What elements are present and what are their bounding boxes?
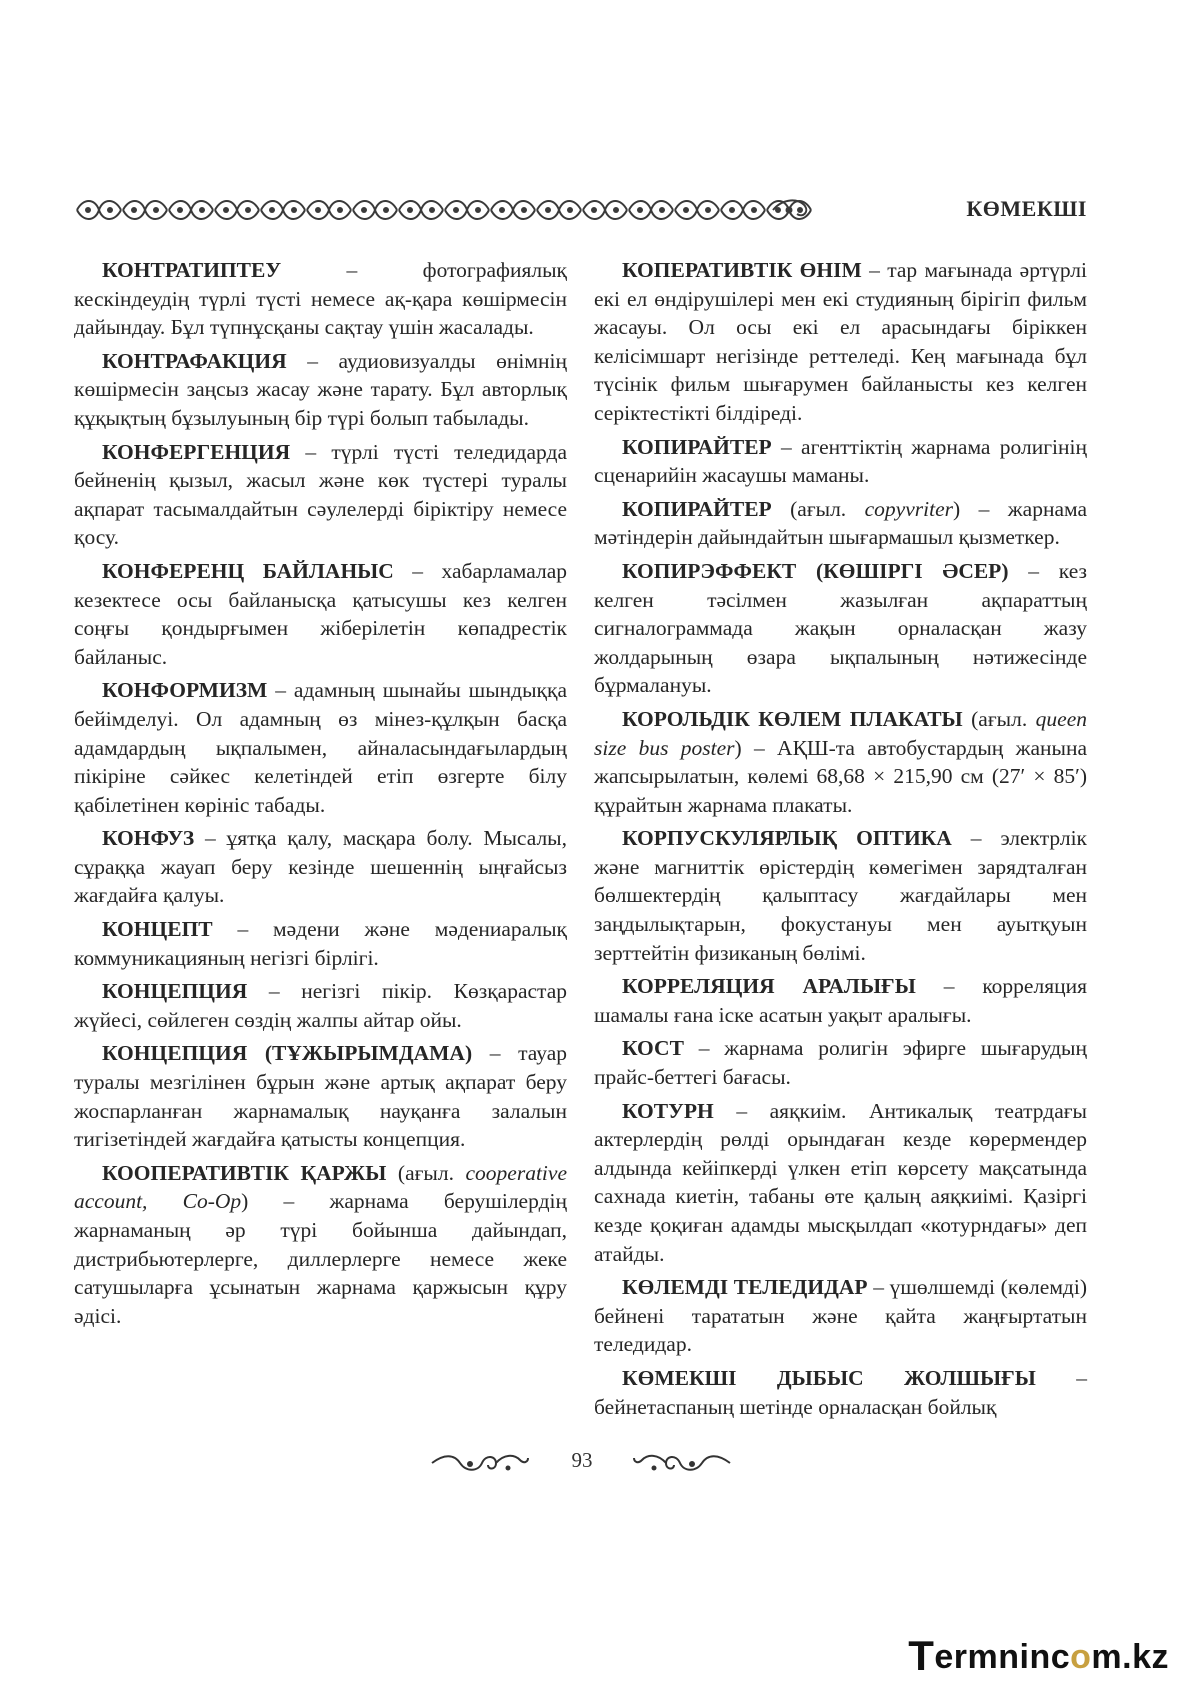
- entry-term: КОНЦЕПЦИЯ: [102, 979, 248, 1004]
- entry-term: КОНФУЗ: [102, 826, 195, 851]
- watermark-t: T: [908, 1632, 935, 1679]
- dictionary-entry: [594, 557, 1087, 700]
- entry-definition: – агенттіктің жарнама ролигінің сценарийін жасаушы маманы.: [594, 434, 1087, 488]
- header-ornament-band: [73, 196, 813, 224]
- entry-foreign-term: copyvriter: [864, 496, 953, 521]
- entry-definition: – тауар туралы мезгілінен бұрын және артық ақпарат беру жоспарланған жарнамалық науқанға залалын тигізетіндей жағдайға қатысты концепция.: [74, 1041, 567, 1152]
- entry-term: КОНФЕРЕНЦ БАЙЛАНЫС: [102, 558, 394, 583]
- entry-definition: – мәдени және мәдениаралық коммуникацияның негізгі бірлігі.: [74, 917, 567, 970]
- entry-term: КОРРЕЛЯЦИЯ АРАЛЫҒЫ: [622, 974, 916, 999]
- right-column: [594, 256, 1087, 1426]
- footer-ornament-left-icon: [430, 1450, 530, 1476]
- dictionary-entry: [594, 1273, 1087, 1359]
- dictionary-entry: [594, 495, 1087, 552]
- entry-term: КОПЕРАТИВТІК ӨНІМ: [622, 258, 862, 282]
- entry-term: КОНФЕРГЕНЦИЯ: [102, 439, 291, 464]
- entry-definition-rest: ) – жарнама берушілердің жарнаманың әр түрі бойынша дайындап, дистрибьютерлерге, диллерлерге немесе жеке сатушыларға ұсынатын жарнама қаржысын құру әдісі.: [74, 1189, 567, 1328]
- entry-definition: – үшөлшемді (көлемді) бейнені тарататын және қайта жаңғыртатын теледидар.: [594, 1275, 1087, 1357]
- dictionary-entry: [74, 1039, 567, 1153]
- page-footer: [0, 1444, 1191, 1484]
- dictionary-entry: [74, 347, 567, 433]
- entry-term: КОНТРАТИПТЕУ: [102, 258, 282, 282]
- entry-definition: – хабарламалар кезектесе осы байланысқа қатысушы кез келген соңғы қондырғымен жіберілетін көпадрестік байланыс.: [74, 558, 567, 669]
- entry-term: КӨЛЕМДІ ТЕЛЕДИДАР: [622, 1275, 868, 1300]
- entry-term: КОНФОРМИЗМ: [102, 678, 268, 703]
- entry-definition: (ағыл.: [386, 1160, 466, 1185]
- dictionary-entry: [594, 824, 1087, 967]
- dictionary-entry: [594, 1364, 1087, 1421]
- entry-definition: – тар мағынада әртүрлі екі ел өндірушілері мен екі студияның бірігіп фильм жасауы. Ол осы екі ел арасындағы біріккен келісімшарт негізінде реттеледі. Кең мағынада бұл түсінік фильм шығарумен байланысты кез келген серіктестікті білдіреді.: [594, 258, 1087, 425]
- entry-definition: – кез келген тәсілмен жазылған ақпараттың сигналограммада жақын орналасқан жазу жолдарының өзара ықпалының нәтижесінде бұрмалануы.: [594, 558, 1087, 698]
- entry-definition: – аудиовизуалды өнімнің көшірмесін заңсыз жасау және тарату. Бұл авторлық құқықтың бұзылуының бір түрі болып табылады.: [74, 348, 567, 430]
- page-number: 93: [571, 1448, 593, 1472]
- entry-definition: – ұятқа қалу, масқара болу. Мысалы, сұраққа жауап беру кезінде шешеннің ыңғайсыз жағдайға қалуы.: [74, 826, 567, 908]
- entry-term: КОРОЛЬДІК КӨЛЕМ ПЛАКАТЫ: [622, 706, 963, 731]
- entry-term: КӨМЕКШІ ДЫБЫС ЖОЛШЫҒЫ: [622, 1365, 1036, 1390]
- entry-term: КОПИРЭФФЕКТ (КӨШІРГІ ӘСЕР): [622, 558, 1009, 583]
- dictionary-entry: [594, 972, 1087, 1029]
- entry-definition-rest: ) – жарнама мәтіндерін дайындайтын шығармашыл қызметкер.: [594, 496, 1087, 550]
- dictionary-entry: [594, 1034, 1087, 1091]
- dictionary-entry: [594, 433, 1087, 490]
- footer-ornament-right-icon: [632, 1450, 732, 1476]
- entry-term: КОРПУСКУЛЯРЛЫҚ ОПТИКА: [622, 826, 952, 851]
- watermark-o: o: [1070, 1638, 1092, 1676]
- dictionary-entry: [74, 824, 567, 910]
- entry-definition: – негізгі пікір. Көзқарастар жүйесі, сөйлеген сөздің жалпы айтар ойы.: [74, 979, 567, 1032]
- entry-definition: – бейнетаспаның шетінде орналасқан бойлық: [594, 1365, 1087, 1419]
- dictionary-entry: [74, 915, 567, 972]
- dictionary-entry: [594, 1097, 1087, 1269]
- entry-definition: – адамның шынайы шындыққа бейімделуі. Ол адамның өз мінез-құлқын басқа адамдардың ықпалымен, айналасындағылардың пікіріне сәйкес келетіндей етіп өзгерте білу қабілетінен көрініс табады.: [74, 678, 567, 817]
- entry-foreign-term: cooperative account, Co-Op: [74, 1160, 567, 1214]
- watermark-part2: m.kz: [1091, 1638, 1169, 1676]
- entry-definition: – жарнама ролигін эфирге шығарудың прайс-беттегі бағасы.: [594, 1036, 1087, 1090]
- entry-foreign-term: queen size bus poster: [594, 706, 1087, 760]
- entry-term: КОТУРН: [622, 1098, 714, 1123]
- dictionary-entry: [74, 438, 567, 552]
- entry-definition: (ағыл.: [771, 496, 865, 521]
- entry-definition: – аяқкиім. Антикалық театрдағы актерлердің рөлді орындаған кезде көрермендер алдында кейіпкерді үлкен етіп көрсету мақсатында сахнада киетін, табаны өте қалың аяқкиімі. Қазіргі кезде қоқиған адамды мысқылдап «котурндағы» деп атайды.: [594, 1098, 1087, 1266]
- entry-definition: (ағыл.: [962, 706, 1036, 731]
- entry-definition: – фотографиялық кескіндеудің түрлі түсті немесе ақ-қара көшірмесін дайындау. Бұл түпнұсқаны сақтау үшін жасалады.: [74, 258, 567, 340]
- entry-term: КООПЕРАТИВТІК ҚАРЖЫ: [102, 1160, 387, 1185]
- dictionary-entry: [74, 256, 567, 342]
- dictionary-entry: [74, 676, 567, 819]
- entry-definition: – түрлі түсті теледидарда бейненің қызыл, жасыл және көк түстері туралы ақпарат тасымалдайтын сәулелерді біріктіру немесе қосу.: [74, 439, 567, 550]
- entry-term: КОПИРАЙТЕР: [622, 434, 772, 459]
- dictionary-entry: [74, 557, 567, 671]
- running-title: КӨМЕКШІ: [966, 196, 1087, 221]
- entry-term: КОНТРАФАКЦИЯ: [102, 348, 287, 373]
- entry-term: КОПИРАЙТЕР: [622, 496, 772, 521]
- dictionary-entry: [74, 977, 567, 1034]
- entry-definition: – электрлік және магниттік өрістердің көмегімен зарядталған бөлшектердің қалыптасу жағдайлары мен заңдылықтарын, фокустануы мен ауытқуын зерттейтін физиканың бөлімі.: [594, 826, 1087, 965]
- dictionary-entry: [74, 1159, 567, 1331]
- entry-definition: – корреляция шамалы ғана іске асатын уақыт аралығы.: [594, 974, 1087, 1027]
- left-column: [74, 256, 567, 1335]
- site-watermark: [908, 1630, 1169, 1678]
- entry-definition-rest: ) – АҚШ-та автобустардың жанына жапсырылатын, көлемі 68,68 × 215,90 см (27′ × 85′) құрайтын жарнама плакаты.: [594, 735, 1088, 817]
- entry-term: КОНЦЕПТ: [102, 917, 213, 942]
- entry-term: КОНЦЕПЦИЯ (ТҰЖЫРЫМДАМА): [102, 1041, 473, 1066]
- entry-term: КОСТ: [622, 1036, 684, 1061]
- watermark-part1: ermninc: [934, 1638, 1071, 1676]
- dictionary-entry: [594, 256, 1087, 428]
- dictionary-entry: [594, 705, 1087, 819]
